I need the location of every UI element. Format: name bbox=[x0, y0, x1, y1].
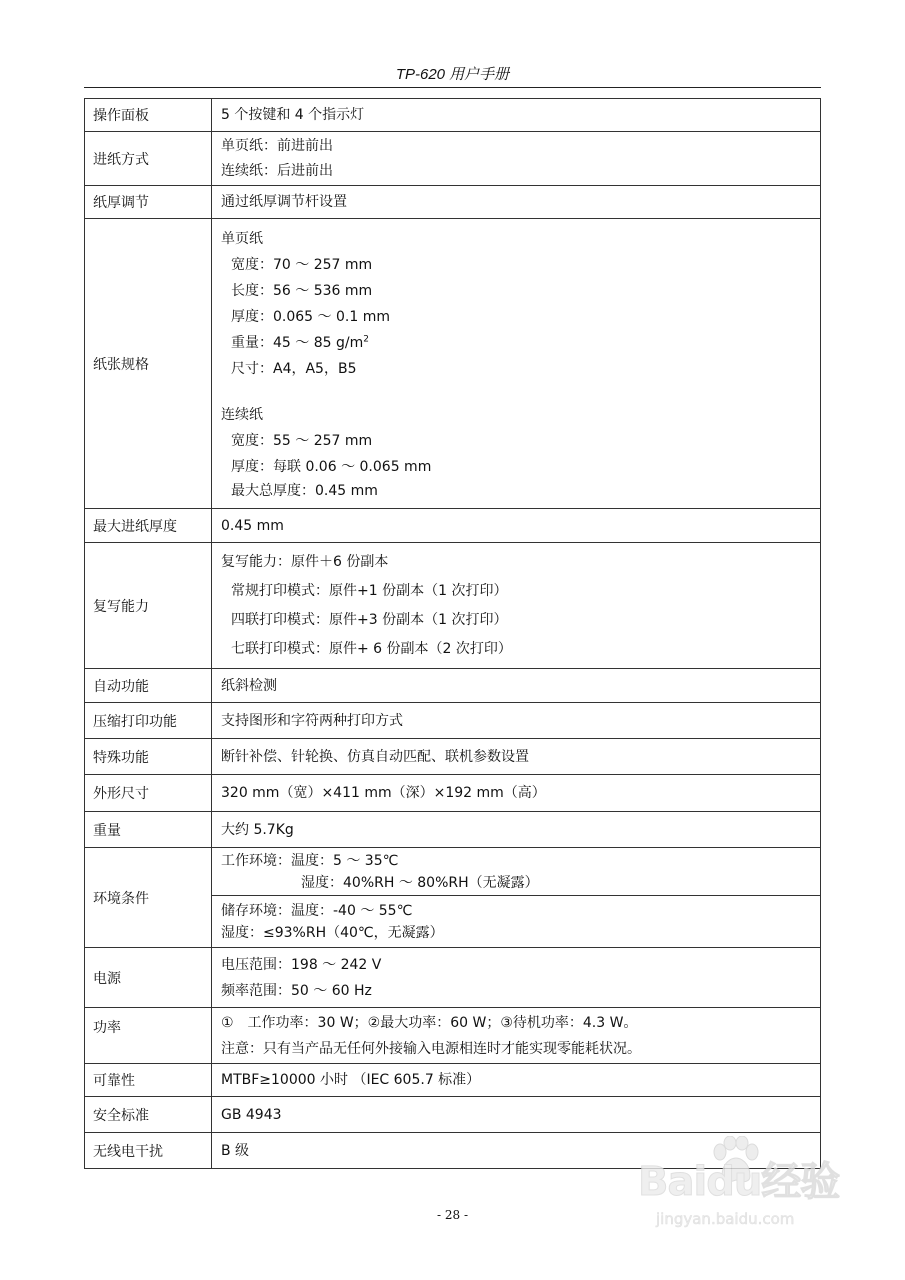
value-line: 纸斜检测 bbox=[221, 677, 277, 694]
page-number: - 28 - bbox=[436, 1208, 468, 1222]
table-row bbox=[85, 948, 821, 1008]
row-label: 电源 bbox=[85, 948, 212, 1008]
value-line: 注意：只有当产品无任何外接输入电源相连时才能实现零能耗状况。 bbox=[221, 1040, 641, 1057]
value-line: 常规打印模式：原件+1 份副本（1 次打印） bbox=[231, 582, 508, 599]
value-line: 宽度：70 ～ 257 mm bbox=[231, 256, 373, 273]
value-line: GB 4943 bbox=[221, 1106, 282, 1123]
table-row bbox=[85, 99, 821, 132]
row-value bbox=[212, 132, 821, 186]
row-value bbox=[212, 219, 821, 509]
table-row bbox=[85, 1008, 821, 1064]
row-value bbox=[212, 703, 821, 739]
row-label: 环境条件 bbox=[85, 848, 212, 948]
spec-table bbox=[84, 98, 821, 1169]
row-value bbox=[212, 186, 821, 219]
single-sheet-title: 单页纸 bbox=[221, 230, 263, 247]
watermark-brand: Baidu经验 bbox=[638, 1159, 840, 1205]
value-line: ① 工作功率：30 W；②最大功率：60 W；③待机功率：4.3 W。 bbox=[221, 1014, 638, 1031]
value-line: 320 mm（宽）×411 mm（深）×192 mm（高） bbox=[221, 785, 546, 801]
value-line: 连续纸：后进前出 bbox=[221, 162, 333, 179]
value-line: 七联打印模式：原件+ 6 份副本（2 次打印） bbox=[231, 640, 512, 657]
page-header-title: TP-620 用户手册 bbox=[395, 66, 510, 83]
value-line: 5 个按键和 4 个指示灯 bbox=[221, 107, 365, 123]
table-row bbox=[85, 848, 821, 896]
value-line: 工作环境：温度：5 ～ 35℃ bbox=[221, 852, 399, 869]
row-label: 自动功能 bbox=[85, 669, 212, 703]
table-row bbox=[85, 186, 821, 219]
row-label: 功率 bbox=[85, 1008, 212, 1064]
superscript: 2 bbox=[363, 333, 369, 344]
row-value bbox=[212, 1008, 821, 1064]
table-row bbox=[85, 812, 821, 848]
table-row bbox=[85, 219, 821, 509]
table-row bbox=[85, 132, 821, 186]
row-label: 最大进纸厚度 bbox=[85, 509, 212, 543]
table-row bbox=[85, 509, 821, 543]
row-value bbox=[212, 509, 821, 543]
row-value bbox=[212, 1064, 821, 1097]
row-value bbox=[212, 896, 821, 948]
row-label: 外形尺寸 bbox=[85, 775, 212, 812]
table-row bbox=[85, 1064, 821, 1097]
row-label: 无线电干扰 bbox=[85, 1133, 212, 1169]
value-line: 复写能力：原件＋6 份副本 bbox=[221, 553, 389, 570]
value-line: MTBF≥10000 小时 （IEC 605.7 标准） bbox=[221, 1072, 481, 1088]
row-value bbox=[212, 948, 821, 1008]
weight-line bbox=[221, 330, 820, 356]
table-row bbox=[85, 669, 821, 703]
weight-text: 重量：45 ～ 85 g/m bbox=[231, 334, 364, 351]
value-line: B 级 bbox=[221, 1142, 250, 1159]
value-line: 频率范围：50 ～ 60 Hz bbox=[221, 982, 372, 999]
spacer bbox=[221, 382, 820, 402]
row-value bbox=[212, 775, 821, 812]
value-line: 长度：56 ～ 536 mm bbox=[231, 282, 373, 299]
row-value bbox=[212, 669, 821, 703]
value-line: 通过纸厚调节杆设置 bbox=[221, 194, 347, 210]
header-rule bbox=[84, 87, 821, 88]
watermark-url: jingyan.baidu.com bbox=[656, 1210, 795, 1228]
row-value bbox=[212, 848, 821, 896]
row-label: 操作面板 bbox=[85, 99, 212, 132]
value-line: 宽度：55 ～ 257 mm bbox=[231, 432, 373, 449]
row-label: 纸厚调节 bbox=[85, 186, 212, 219]
row-label: 特殊功能 bbox=[85, 739, 212, 775]
value-line: 四联打印模式：原件+3 份副本（1 次打印） bbox=[231, 611, 508, 628]
baidu-watermark bbox=[638, 1136, 858, 1246]
row-label: 复写能力 bbox=[85, 543, 212, 669]
value-line: 厚度：0.065 ～ 0.1 mm bbox=[231, 308, 390, 325]
value-line: 尺寸：A4，A5，B5 bbox=[231, 360, 357, 377]
table-row bbox=[85, 703, 821, 739]
table-row bbox=[85, 775, 821, 812]
row-label: 进纸方式 bbox=[85, 132, 212, 186]
row-label: 安全标准 bbox=[85, 1097, 212, 1133]
value-line: 湿度：40%RH ～ 80%RH（无凝露） bbox=[301, 874, 539, 891]
table-row bbox=[85, 739, 821, 775]
row-label: 重量 bbox=[85, 812, 212, 848]
value-line: 断针补偿、针轮换、仿真自动匹配、联机参数设置 bbox=[221, 748, 529, 765]
value-line: 最大总厚度：0.45 mm bbox=[231, 482, 378, 499]
value-line: 湿度：≤93%RH（40℃，无凝露） bbox=[221, 924, 444, 941]
value-line: 电压范围：198 ～ 242 V bbox=[221, 956, 382, 973]
row-value bbox=[212, 543, 821, 669]
row-value bbox=[212, 1097, 821, 1133]
value-line: 0.45 mm bbox=[221, 517, 284, 534]
table-row bbox=[85, 543, 821, 669]
row-label: 纸张规格 bbox=[85, 219, 212, 509]
row-value bbox=[212, 812, 821, 848]
row-value bbox=[212, 739, 821, 775]
value-line: 单页纸：前进前出 bbox=[221, 137, 333, 154]
value-line: 支持图形和字符两种打印方式 bbox=[221, 712, 403, 729]
row-label: 压缩打印功能 bbox=[85, 703, 212, 739]
row-label: 可靠性 bbox=[85, 1064, 212, 1097]
continuous-title: 连续纸 bbox=[221, 406, 263, 423]
row-value bbox=[212, 99, 821, 132]
value-line: 储存环境：温度：-40 ～ 55℃ bbox=[221, 902, 413, 919]
table-row bbox=[85, 1097, 821, 1133]
value-line: 大约 5.7Kg bbox=[221, 821, 294, 838]
value-line: 厚度：每联 0.06 ～ 0.065 mm bbox=[231, 458, 432, 475]
